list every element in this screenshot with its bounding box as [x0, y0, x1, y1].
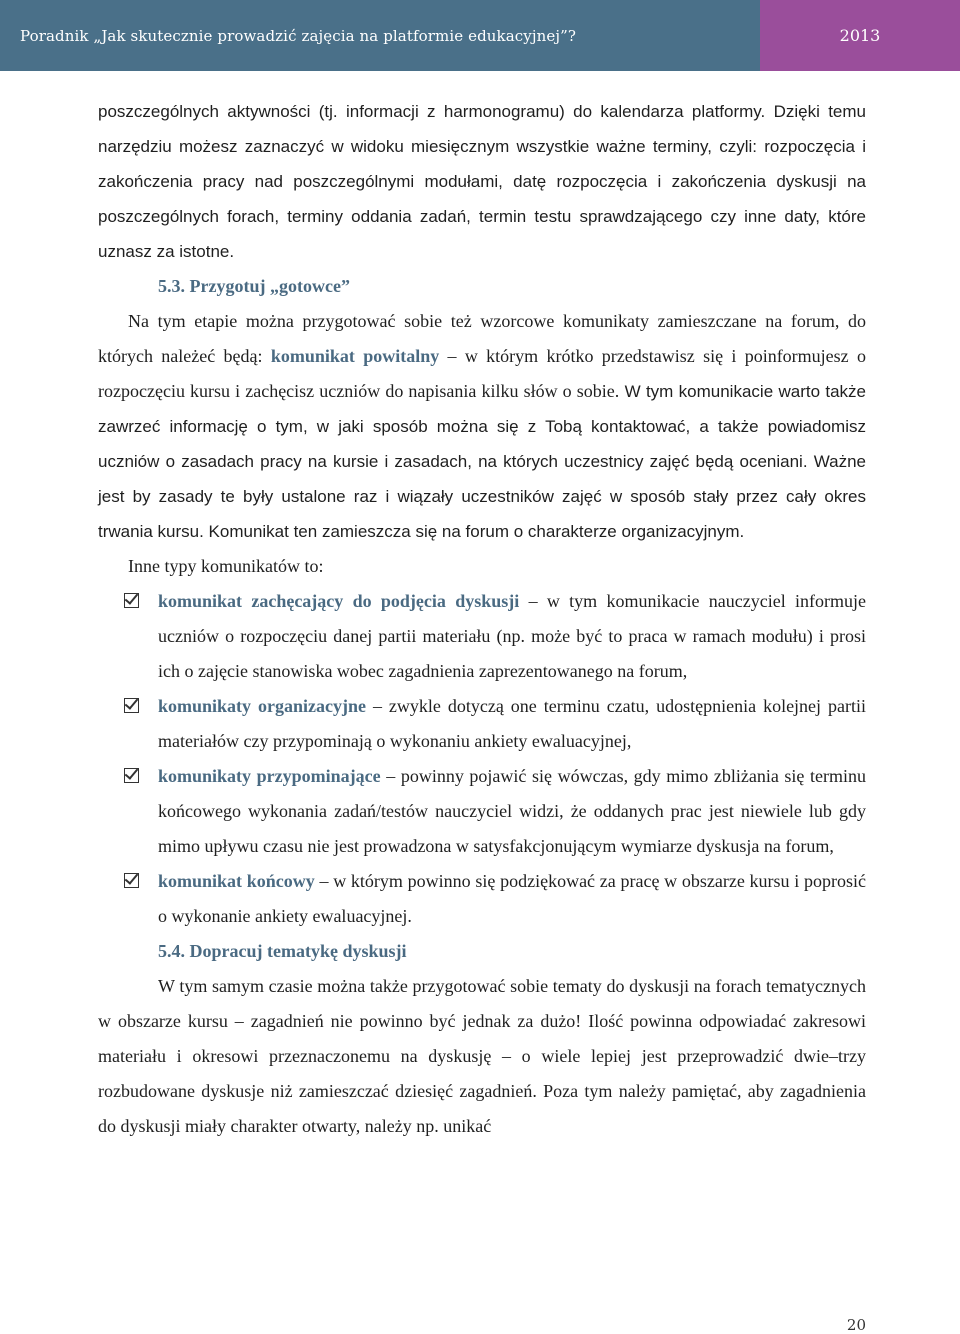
- list-text: – w tym komunikacie nauczyciel informuje uczniów o rozpoczęciu danej partii materiału (np. może być to praca w ramach modułu) i prosi ich o zajęcie stanowiska wobec zagadnienia zaprezentowanego na forum,: [158, 591, 867, 681]
- list-term: komunikaty organizacyjne: [158, 696, 366, 716]
- checkbox-icon: [124, 698, 139, 713]
- header-title: Poradnik „Jak skutecznie prowadzić zajęcia na platformie edukacyjnej”?: [0, 0, 760, 71]
- term-welcome-message: komunikat powitalny: [270, 346, 440, 366]
- list-text: – w którym powinno się podziękować za pracę w obszarze kursu i poprosić o wykonanie ankiety ewaluacyjnej.: [158, 871, 866, 926]
- list-term: komunikat zachęcający do podjęcia dyskusji: [158, 591, 520, 611]
- section-heading-5-4: [98, 934, 866, 969]
- section-heading-5-3: [98, 269, 866, 304]
- section-title: Przygotuj „gotowce”: [189, 276, 350, 296]
- list-item: [98, 689, 866, 759]
- paragraph-discussion-topics: W tym samym czasie można także przygotować sobie tematy do dyskusji na forach tematycznych w obszarze kursu – zagadnień nie powinno być jednak za dużo! Ilość powinna odpowiadać zakresowi materiału i okresowi przeznaczonemu na dyskusję – o wiele lepiej jest przeprowadzić dwie–trzy rozbudowane dyskusje niż zamieszczać dziesięć zagadnień. Poza tym należy pamiętać, aby zagadnienia do dyskusji miały charakter otwarty, należy np. unikać: [98, 976, 866, 1136]
- paragraph-templates: [98, 304, 866, 549]
- page-number: 20: [846, 1316, 866, 1334]
- text-segment: W tym komunikacie warto także zawrzeć informację o tym, w jaki sposób można się z Tobą kontaktować, a także powiadomisz uczniów o zasadach pracy na kursie i zasadach, na których uczestnicy zajęć będą oceniani. Ważne jest by zasady te były ustalone raz i wiązały uczestników zajęć w sposób stały przez cały okres trwania kursu. Komunikat ten zamieszcza się na forum o charakterze organizacyjnym.: [98, 382, 866, 541]
- checkbox-icon: [124, 768, 139, 783]
- list-item: [98, 759, 866, 864]
- list-term: komunikat końcowy: [158, 871, 315, 891]
- checkbox-icon: [124, 593, 139, 608]
- header-year: 2013: [760, 0, 960, 71]
- list-term: komunikaty przypominające: [158, 766, 381, 786]
- list-text: – zwykle dotyczą one terminu czatu, udostępnienia kolejnej partii materiałów czy przypominają o wykonaniu ankiety ewaluacyjnej,: [158, 696, 866, 751]
- list-intro: Inne typy komunikatów to:: [128, 556, 324, 576]
- section-number: 5.4.: [158, 941, 185, 961]
- list-text: – powinny pojawić się wówczas, gdy mimo zbliżania się terminu końcowego wykonania zadań/testów nauczyciel widzi, że oddanych prac jest niewiele lub gdy mimo upływu czasu nie jest prowadzona w satysfakcjonującym wymiarze dyskusja na forum,: [158, 766, 867, 856]
- text-segment: Na tym etapie można przygotować sobie też wzorcowe komunikaty zamieszczane na forum, do których należeć będą:: [98, 311, 866, 366]
- checkbox-icon: [124, 873, 139, 888]
- page-header: [0, 0, 960, 71]
- list-item: [98, 584, 866, 689]
- page-content: [98, 94, 866, 1144]
- section-number: 5.3.: [158, 276, 185, 296]
- list-item: [98, 864, 866, 934]
- message-types-list: [98, 584, 866, 934]
- paragraph-calendar: poszczególnych aktywności (tj. informacji z harmonogramu) do kalendarza platformy. Dzięki temu narzędziu możesz zaznaczyć w widoku miesięcznym wszystkie ważne terminy, czyli: rozpoczęcia i zakończenia pracy nad poszczególnymi modułami, datę rozpoczęcia i zakończenia dyskusji na poszczególnych forach, terminy oddania zadań, termin testu sprawdzającego czy inne daty, które uznasz za istotne.: [98, 102, 866, 261]
- text-segment: – w którym krótko przedstawisz się i poinformujesz o rozpoczęciu kursu i zachęcisz uczniów do napisania kilku słów o sobie.: [98, 346, 866, 401]
- section-title: Dopracuj tematykę dyskusji: [189, 941, 407, 961]
